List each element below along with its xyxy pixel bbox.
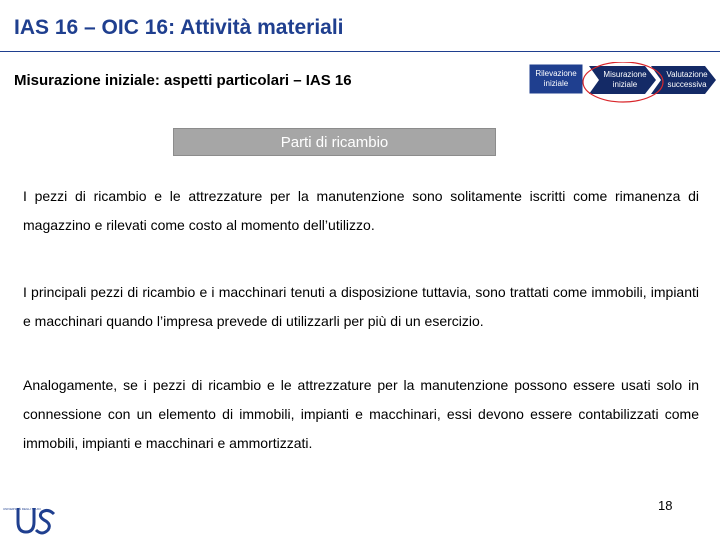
university-us-logo-icon: [0, 500, 62, 540]
paragraph-3: Analogamente, se i pezzi di ricambio e le attrezzature per la manutenzione possono essere usati solo in connessione con un elemento di immobili, impianti e macchinari, essi devono essere contabilizzati come immobili, impianti e macchinari e ammortizzati.: [23, 377, 699, 451]
flow-step-label-3: Valutazione successiva: [666, 70, 708, 89]
page-number: 18: [658, 498, 673, 513]
flow-step-label-2: Misurazione iniziale: [603, 70, 647, 89]
paragraph-2: I principali pezzi di ricambio e i macchinari tenuti a disposizione tuttavia, sono trattati come immobili, impianti e macchinari quando l’impresa prevede di utilizzarli per più di un esercizio.: [23, 284, 699, 329]
logo-small-text: UNIVERSITÀ DEGLI STUDI: [3, 507, 41, 511]
title-divider: [0, 51, 720, 52]
slide-subtitle: Misurazione iniziale: aspetti particolari – IAS 16: [14, 72, 352, 89]
flow-step-label-1: Rilevazione iniziale: [535, 69, 577, 88]
process-flow-diagram: [527, 62, 717, 104]
slide-title: IAS 16 – OIC 16: Attività materiali: [14, 16, 344, 39]
section-header: Parti di ricambio: [173, 128, 496, 156]
paragraph-1: I pezzi di ricambio e le attrezzature per la manutenzione sono solitamente iscritti come rimanenza di magazzino e rilevati come costo al momento dell’utilizzo.: [23, 188, 699, 233]
